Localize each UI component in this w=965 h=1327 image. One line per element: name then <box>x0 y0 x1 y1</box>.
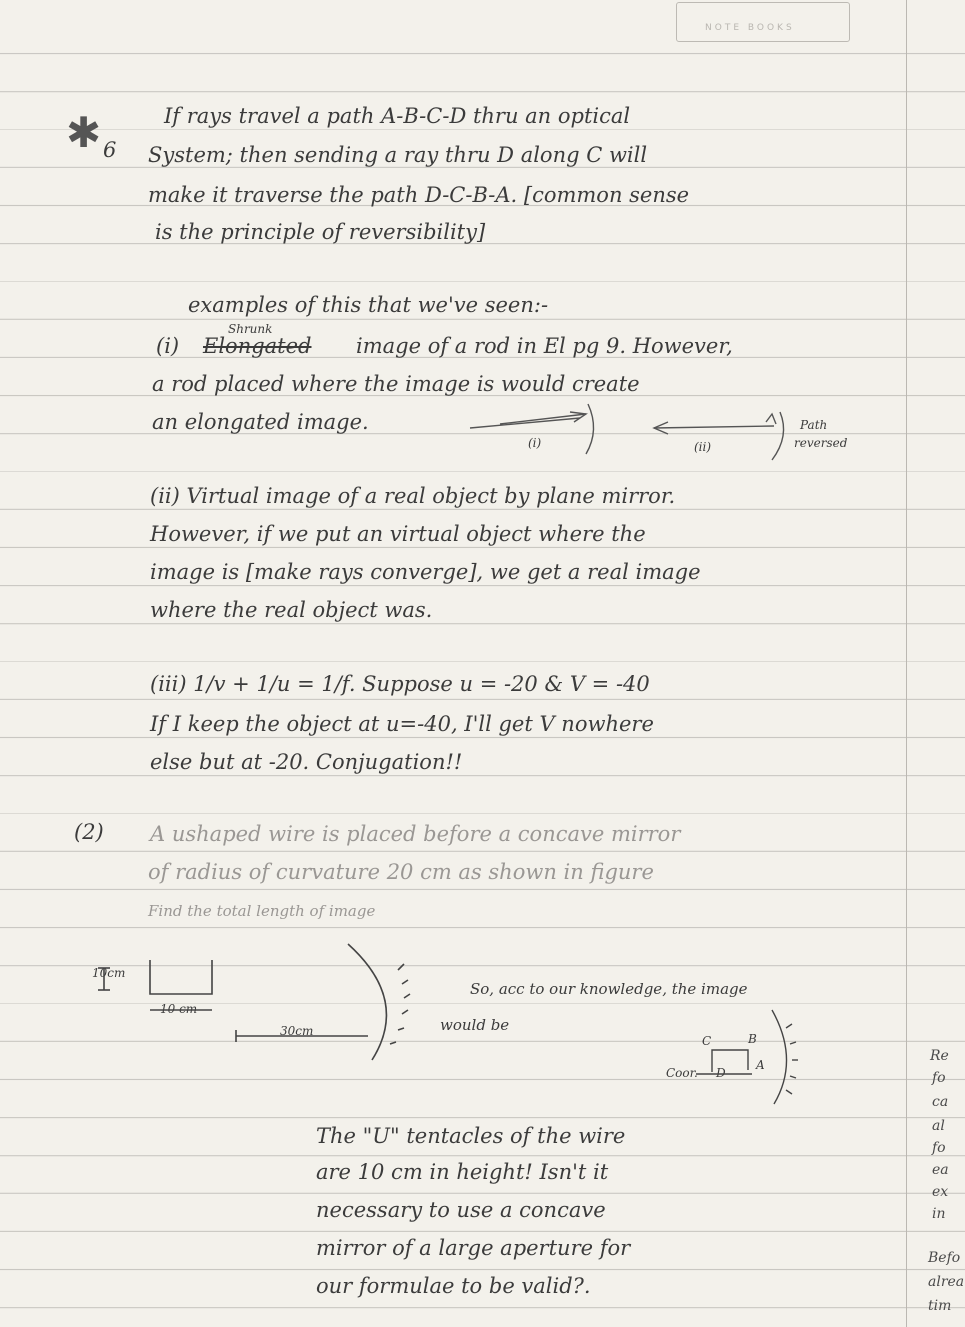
fig2-label-d: D <box>716 1066 726 1080</box>
margin-note: in <box>932 1206 946 1222</box>
question-line-4: mirror of a large aperture for <box>316 1236 631 1260</box>
margin-note: tim <box>928 1298 952 1314</box>
examples-heading: examples of this that we've seen:- <box>188 293 549 317</box>
example-ii-line-1: (ii) Virtual image of a real object by plane mirror. <box>150 484 676 508</box>
example-ii-line-3: image is [make rays converge], we get a real image <box>150 560 701 584</box>
fig2-label-b: B <box>748 1032 757 1046</box>
section-number: 6 <box>103 138 117 162</box>
s6-line-3: make it traverse the path D-C-B-A. [common sense <box>148 183 690 207</box>
fig-label-height: 10cm <box>92 966 126 980</box>
answer-line-2: would be <box>440 1016 510 1034</box>
example-iii-line-1: (iii) 1/v + 1/u = 1/f. Suppose u = -20 & V = -40 <box>150 672 650 696</box>
margin-note: ex <box>932 1184 949 1200</box>
question-line-1: The "U" tentacles of the wire <box>316 1124 626 1148</box>
margin-note: ca <box>932 1094 949 1110</box>
question-line-5: our formulae to be valid?. <box>316 1274 591 1298</box>
margin-note: fo <box>932 1070 946 1086</box>
fig-i-diagram <box>470 404 594 454</box>
answer-line-1: So, acc to our knowledge, the image <box>470 980 748 998</box>
fig2-label-coor: Coor. <box>666 1066 698 1080</box>
fig-label-distance: 30cm <box>280 1024 314 1038</box>
margin-note: Re <box>930 1048 949 1064</box>
fig2-label-c: C <box>702 1034 712 1048</box>
problem-line-1: A ushaped wire is placed before a concave mirror <box>150 822 681 846</box>
s6-line-1: If rays travel a path A-B-C-D thru an optical <box>164 104 631 128</box>
example-iii-line-3: else but at -20. Conjugation!! <box>150 750 463 774</box>
example-i-label: (i) <box>156 334 180 358</box>
example-i-line-1: image of a rod in El pg 9. However, <box>356 334 733 358</box>
fig-note-path: Path <box>800 418 828 432</box>
margin-note: fo <box>932 1140 946 1156</box>
u-wire-diagram <box>98 960 368 1042</box>
question-line-3: necessary to use a concave <box>316 1198 606 1222</box>
fig-label-width: 10 cm <box>160 1002 198 1016</box>
example-i-line-2: a rod placed where the image is would create <box>152 372 640 396</box>
example-iii-line-2: If I keep the object at u=-40, I'll get V nowhere <box>150 712 654 736</box>
margin-note: Befo <box>928 1250 961 1266</box>
concave-mirror-diagram <box>348 944 410 1060</box>
stamp-text: NOTE BOOKS <box>705 23 795 33</box>
problem-line-3: Find the total length of image <box>148 902 376 920</box>
margin-note: ea <box>932 1162 949 1178</box>
fig-note-reversed: reversed <box>794 436 848 450</box>
struck-word: Elongated <box>203 334 312 358</box>
fig2-label-a: A <box>756 1058 765 1072</box>
s6-line-4: is the principle of reversibility] <box>155 220 486 244</box>
s6-line-2: System; then sending a ray thru D along C will <box>148 143 648 167</box>
example-ii-line-2: However, if we put an virtual object where the <box>150 522 646 546</box>
fig-ii-diagram <box>654 412 784 460</box>
margin-note: al <box>932 1118 945 1134</box>
problem-number: (2) <box>74 820 104 844</box>
image-answer-diagram <box>696 1010 798 1104</box>
example-i-line-3: an elongated image. <box>152 410 369 434</box>
margin-note: alrea <box>928 1274 965 1290</box>
question-line-2: are 10 cm in height! Isn't it <box>316 1160 609 1184</box>
star-marker-icon: ✱ <box>66 108 102 157</box>
problem-line-2: of radius of curvature 20 cm as shown in figure <box>148 860 654 884</box>
example-ii-line-4: where the real object was. <box>150 598 433 622</box>
fig-label-ii: (ii) <box>694 440 712 454</box>
correction-shrunk: Shrunk <box>228 322 273 336</box>
fig-label-i: (i) <box>528 436 542 450</box>
